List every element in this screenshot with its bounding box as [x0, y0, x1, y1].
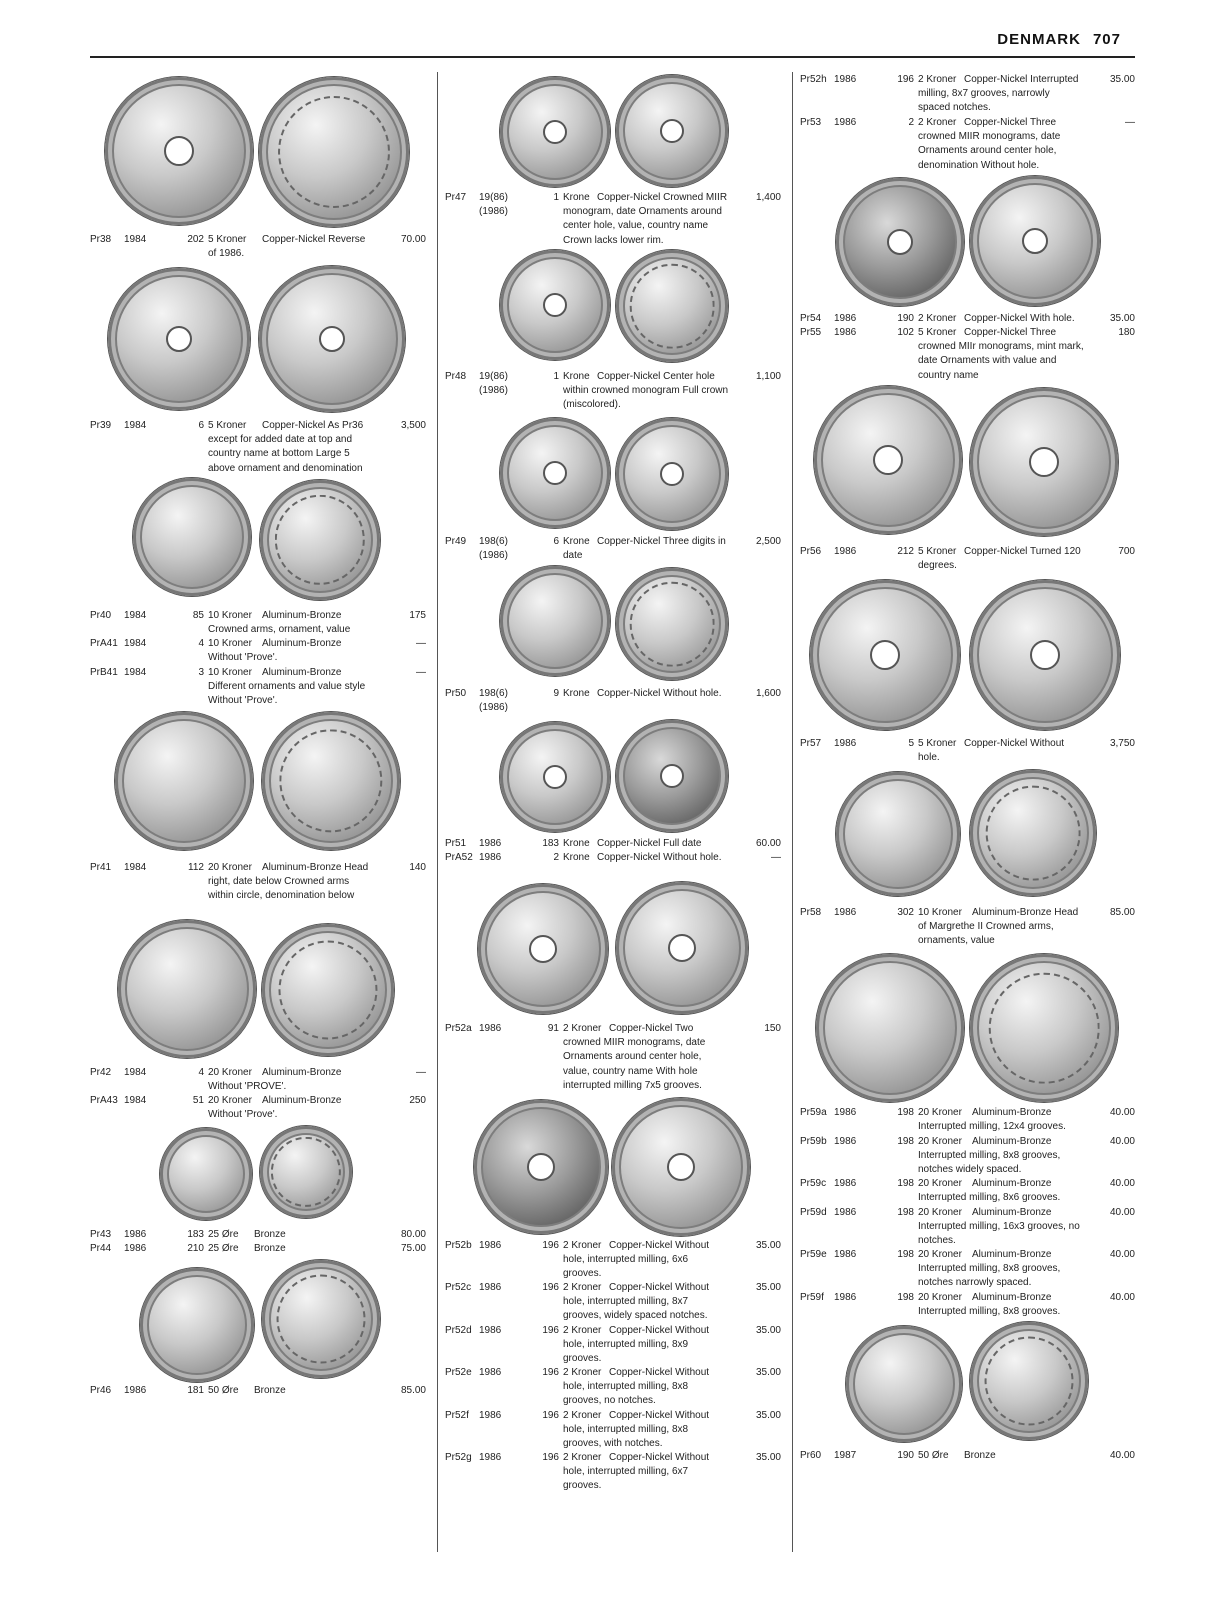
- entry-value: 40.00: [1109, 1136, 1135, 1147]
- header-rule: [90, 56, 1135, 58]
- entry-denomination: 2 Kroner: [918, 117, 957, 128]
- coin-reverse: [262, 924, 394, 1056]
- entry-description: Copper-Nickel Without hole, interrupted milling, 8x8 grooves, no notches.: [563, 1367, 710, 1407]
- entry-mintage: 196: [542, 1282, 559, 1293]
- entry-value: 140: [409, 862, 426, 873]
- entry-denomination: Krone: [563, 838, 590, 849]
- entry-value: —: [1125, 117, 1135, 128]
- entry-description: Copper-Nickel Interrupted milling, 8x7 grooves, narrowly spaced notches.: [918, 74, 1079, 114]
- entry-description: Aluminum-Bronze Interrupted milling, 8x8 grooves.: [918, 1292, 1061, 1318]
- entry-value: 250: [409, 1095, 426, 1106]
- entry-cat-number: Pr52e: [445, 1367, 472, 1378]
- entry-denomination: 20 Kroner: [918, 1207, 962, 1218]
- entry-mintage: 3: [198, 667, 204, 678]
- entry-mintage: 196: [542, 1410, 559, 1421]
- entry-mintage: 4: [198, 1067, 204, 1078]
- entry-cat-number: Pr41: [90, 862, 112, 873]
- entry-denomination: 10 Kroner: [208, 667, 252, 678]
- coin-reverse: [262, 712, 400, 850]
- entry-value: 150: [764, 1023, 781, 1034]
- entry-value: 40.00: [1109, 1107, 1135, 1118]
- entry-description: Copper-Nickel Reverse of 1986.: [208, 234, 366, 260]
- entry-denomination: 2 Kroner: [563, 1240, 602, 1251]
- entry-cat-number: Pr52h: [800, 74, 827, 85]
- coin-reverse: [970, 580, 1120, 730]
- entry-denomination: 5 Kroner: [208, 234, 247, 245]
- entry-mintage: 6: [553, 536, 559, 547]
- entry-value: 80.00: [400, 1229, 426, 1240]
- entry-mintage: 210: [187, 1243, 204, 1254]
- entry-value: 1,400: [755, 192, 781, 203]
- entry-value: —: [771, 852, 781, 863]
- entry-date: 1986: [479, 1452, 502, 1463]
- entry-cat-number: Pr38: [90, 234, 112, 245]
- entry-denomination: 20 Kroner: [208, 862, 252, 873]
- entry-value: 40.00: [1109, 1249, 1135, 1260]
- column-divider-1: [437, 72, 438, 1552]
- entry-cat-number: Pr55: [800, 327, 822, 338]
- column-divider-2: [792, 72, 793, 1552]
- entry-value: 35.00: [1109, 74, 1135, 85]
- entry-denomination: 20 Kroner: [208, 1067, 252, 1078]
- entry-date: 1987: [834, 1450, 857, 1461]
- entry-date: 1986: [834, 1207, 857, 1218]
- entry-mintage: 202: [187, 234, 204, 245]
- entry-cat-number: Pr58: [800, 907, 822, 918]
- entry-cat-number: Pr48: [445, 371, 467, 382]
- entry-mintage: 190: [897, 313, 914, 324]
- entry-date: 1986: [834, 1178, 857, 1189]
- entry-value: 75.00: [400, 1243, 426, 1254]
- entry-value: —: [416, 638, 426, 649]
- entry-description: Bronze: [254, 1385, 286, 1396]
- coin-reverse: [616, 568, 728, 680]
- entry-mintage: 198: [897, 1136, 914, 1147]
- entry-date: 1986: [834, 327, 857, 338]
- entry-denomination: 2 Kroner: [563, 1325, 602, 1336]
- entry-mintage: 9: [553, 688, 559, 699]
- entry-denomination: Krone: [563, 192, 590, 203]
- entry-cat-number: Pr47: [445, 192, 467, 203]
- entry-mintage: 102: [897, 327, 914, 338]
- entry-denomination: 5 Kroner: [918, 327, 957, 338]
- entry-description: Bronze: [964, 1450, 996, 1461]
- coin-reverse: [260, 480, 380, 600]
- entry-value: 40.00: [1109, 1292, 1135, 1303]
- coin-reverse: [262, 1260, 380, 1378]
- entry-value: 85.00: [1109, 907, 1135, 918]
- entry-date: 1986: [479, 852, 502, 863]
- entry-value: 60.00: [755, 838, 781, 849]
- coin-reverse: [616, 250, 728, 362]
- coin-reverse: [616, 418, 728, 530]
- entry-value: 35.00: [755, 1282, 781, 1293]
- entry-description: Aluminum-Bronze Different ornaments and value style Without 'Prove'.: [208, 667, 366, 707]
- entry-date: 1986: [834, 74, 857, 85]
- coin-reverse: [970, 954, 1118, 1102]
- entry-mintage: 1: [553, 192, 559, 203]
- entry-cat-number: Pr54: [800, 313, 822, 324]
- coin-obverse: [500, 566, 610, 676]
- coin-reverse: [259, 266, 405, 412]
- entry-description: Aluminum-Bronze Head right, date below Crowned arms within circle, denomination below: [208, 862, 369, 902]
- entry-cat-number: Pr52d: [445, 1325, 472, 1336]
- running-header: [985, 31, 1121, 48]
- entry-value: 700: [1118, 546, 1135, 557]
- entry-value: 1,100: [755, 371, 781, 382]
- entry-value: 40.00: [1109, 1207, 1135, 1218]
- entry-value: 35.00: [755, 1240, 781, 1251]
- entry-date: 1986: [834, 1249, 857, 1260]
- entry-description: Copper-Nickel As Pr36 except for added date at top and country name at bottom Large 5 above ornament and denomination: [208, 420, 364, 474]
- entry-date: 1986: [834, 1136, 857, 1147]
- entry-denomination: 10 Kroner: [208, 610, 252, 621]
- coin-obverse: [814, 386, 962, 534]
- coin-obverse: [836, 772, 960, 896]
- entry-mintage: 91: [547, 1023, 559, 1034]
- entry-description: Aluminum-Bronze Without 'Prove'.: [208, 638, 342, 664]
- entry-mintage: 6: [198, 420, 204, 431]
- coin-obverse: [108, 268, 250, 410]
- entry-description: Copper-Nickel Without hole.: [918, 738, 1065, 764]
- entry-cat-number: Pr43: [90, 1229, 112, 1240]
- entry-denomination: Krone: [563, 536, 590, 547]
- entry-denomination: 2 Kroner: [563, 1410, 602, 1421]
- entry-denomination: 20 Kroner: [208, 1095, 252, 1106]
- entry-date: 1984: [124, 610, 147, 621]
- entry-cat-number: Pr52a: [445, 1023, 472, 1034]
- entry-denomination: 10 Kroner: [208, 638, 252, 649]
- entry-cat-number: Pr52g: [445, 1452, 472, 1463]
- entry-mintage: 2: [908, 117, 914, 128]
- entry-cat-number: Pr59c: [800, 1178, 827, 1189]
- entry-description: Copper-Nickel Turned 120 degrees.: [918, 546, 1081, 572]
- entry-mintage: 196: [542, 1240, 559, 1251]
- coin-obverse: [500, 418, 610, 528]
- entry-date: 1986: [124, 1243, 147, 1254]
- coin-reverse: [259, 77, 409, 227]
- entry-description: Aluminum-Bronze Interrupted milling, 8x8 grooves, notches narrowly spaced.: [918, 1249, 1061, 1289]
- entry-description: Aluminum-Bronze Interrupted milling, 12x4 grooves.: [918, 1107, 1066, 1133]
- entry-cat-number: Pr50: [445, 688, 467, 699]
- entry-denomination: 2 Kroner: [563, 1452, 602, 1463]
- entry-date: 1984: [124, 667, 147, 678]
- entry-date: 1986: [124, 1385, 147, 1396]
- entry-description: Aluminum-Bronze Head of Margrethe II Crowned arms, ornaments, value: [918, 907, 1079, 947]
- entry-mintage: 2: [553, 852, 559, 863]
- entry-cat-number: Pr60: [800, 1450, 822, 1461]
- entry-date: 19(86) (1986): [479, 192, 508, 218]
- entry-value: 3,500: [400, 420, 426, 431]
- entry-date: 1984: [124, 862, 147, 873]
- entry-cat-number: PrA52: [445, 852, 473, 863]
- entry-mintage: 85: [192, 610, 204, 621]
- entry-mintage: 198: [897, 1207, 914, 1218]
- coin-obverse: [500, 77, 610, 187]
- entry-date: 19(86) (1986): [479, 371, 508, 397]
- entry-cat-number: PrA43: [90, 1095, 118, 1106]
- entry-denomination: Krone: [563, 688, 590, 699]
- entry-value: 180: [1118, 327, 1135, 338]
- entry-description: Bronze: [254, 1243, 286, 1254]
- entry-description: Aluminum-Bronze Without 'PROVE'.: [208, 1067, 342, 1093]
- entry-mintage: 196: [897, 74, 914, 85]
- entry-date: 1984: [124, 1095, 147, 1106]
- entry-cat-number: Pr56: [800, 546, 822, 557]
- entry-description: Copper-Nickel Without hole, interrupted milling, 8x7 grooves, widely spaced notches.: [563, 1282, 710, 1322]
- entry-mintage: 198: [897, 1292, 914, 1303]
- entry-cat-number: Pr42: [90, 1067, 112, 1078]
- entry-denomination: 2 Kroner: [918, 313, 957, 324]
- entry-mintage: 5: [908, 738, 914, 749]
- entry-description: Copper-Nickel With hole.: [964, 313, 1075, 324]
- entry-mintage: 183: [542, 838, 559, 849]
- entry-value: 35.00: [755, 1410, 781, 1421]
- entry-denomination: 5 Kroner: [918, 546, 957, 557]
- entry-mintage: 198: [897, 1249, 914, 1260]
- entry-mintage: 190: [897, 1450, 914, 1461]
- entry-cat-number: Pr59f: [800, 1292, 824, 1303]
- entry-date: 1986: [479, 1410, 502, 1421]
- coin-obverse: [133, 478, 251, 596]
- entry-cat-number: Pr52b: [445, 1240, 472, 1251]
- entry-mintage: 1: [553, 371, 559, 382]
- entry-denomination: 2 Kroner: [563, 1282, 602, 1293]
- entry-denomination: Krone: [563, 371, 590, 382]
- entry-mintage: 112: [188, 862, 204, 873]
- entry-date: 198(6) (1986): [479, 688, 508, 714]
- entry-denomination: 20 Kroner: [918, 1178, 962, 1189]
- entry-value: 70.00: [400, 234, 426, 245]
- entry-value: 2,500: [755, 536, 781, 547]
- coin-obverse: [846, 1326, 962, 1442]
- entry-value: 35.00: [755, 1452, 781, 1463]
- header-country: DENMARK: [997, 31, 1081, 48]
- entry-mintage: 212: [897, 546, 914, 557]
- entry-value: —: [416, 667, 426, 678]
- entry-date: 1986: [124, 1229, 147, 1240]
- coin-obverse: [115, 712, 253, 850]
- entry-description: Aluminum-Bronze Without 'Prove'.: [208, 1095, 342, 1121]
- entry-denomination: 10 Kroner: [918, 907, 962, 918]
- entry-denomination: 25 Øre: [208, 1243, 239, 1254]
- entry-description: Copper-Nickel Without hole, interrupted milling, 6x6 grooves.: [563, 1240, 710, 1280]
- coin-reverse: [612, 1098, 750, 1236]
- entry-cat-number: PrA41: [90, 638, 118, 649]
- entry-mintage: 196: [542, 1452, 559, 1463]
- entry-denomination: 2 Kroner: [563, 1367, 602, 1378]
- entry-date: 1986: [479, 1282, 502, 1293]
- entry-denomination: 2 Kroner: [563, 1023, 602, 1034]
- entry-description: Copper-Nickel Three crowned MIIr monograms, mint mark, date Ornaments with value and country name: [918, 327, 1084, 381]
- entry-value: 35.00: [1109, 313, 1135, 324]
- entry-mintage: 196: [542, 1367, 559, 1378]
- entry-denomination: 5 Kroner: [208, 420, 247, 431]
- entry-description: Copper-Nickel Crowned MIIR monogram, date Ornaments around center hole, value, country name Crown lacks lower rim.: [563, 192, 728, 246]
- coin-reverse: [260, 1126, 352, 1218]
- entry-denomination: 20 Kroner: [918, 1249, 962, 1260]
- entry-mintage: 198: [897, 1107, 914, 1118]
- entry-denomination: 25 Øre: [208, 1229, 239, 1240]
- entry-denomination: 2 Kroner: [918, 74, 957, 85]
- entry-cat-number: Pr59a: [800, 1107, 827, 1118]
- coin-reverse: [970, 176, 1100, 306]
- coin-reverse: [616, 882, 748, 1014]
- entry-value: 175: [409, 610, 426, 621]
- entry-date: 1986: [834, 738, 857, 749]
- entry-date: 1984: [124, 638, 147, 649]
- entry-mintage: 181: [187, 1385, 204, 1396]
- entry-cat-number: Pr49: [445, 536, 467, 547]
- entry-description: Copper-Nickel Without hole, interrupted milling, 8x9 grooves.: [563, 1325, 710, 1365]
- entry-date: 1984: [124, 420, 147, 431]
- coin-obverse: [160, 1128, 252, 1220]
- entry-cat-number: Pr59e: [800, 1249, 827, 1260]
- coin-obverse: [816, 954, 964, 1102]
- coin-reverse: [616, 75, 728, 187]
- entry-date: 1986: [479, 1023, 502, 1034]
- entry-date: 1984: [124, 1067, 147, 1078]
- entry-cat-number: Pr44: [90, 1243, 112, 1254]
- entry-description: Copper-Nickel Two crowned MIIR monograms, date Ornaments around center hole, value, country name With hole interrupted milling 7x5 grooves.: [563, 1023, 706, 1091]
- entry-description: Aluminum-Bronze Interrupted milling, 16x3 grooves, no notches.: [918, 1207, 1080, 1247]
- entry-denomination: 20 Kroner: [918, 1136, 962, 1147]
- entry-cat-number: Pr46: [90, 1385, 112, 1396]
- entry-date: 1986: [479, 1367, 502, 1378]
- entry-cat-number: Pr40: [90, 610, 112, 621]
- entry-description: Copper-Nickel Full date: [597, 838, 702, 849]
- coin-obverse: [500, 722, 610, 832]
- entry-description: Copper-Nickel Without hole, interrupted milling, 6x7 grooves.: [563, 1452, 710, 1492]
- entry-value: 1,600: [755, 688, 781, 699]
- entry-date: 1986: [834, 313, 857, 324]
- entry-denomination: Krone: [563, 852, 590, 863]
- entry-date: 1986: [479, 1240, 502, 1251]
- entry-denomination: 5 Kroner: [918, 738, 957, 749]
- coin-obverse: [105, 77, 253, 225]
- entry-description: Aluminum-Bronze Interrupted milling, 8x6 grooves.: [918, 1178, 1061, 1204]
- entry-cat-number: PrB41: [90, 667, 118, 678]
- entry-date: 1986: [834, 1292, 857, 1303]
- entry-description: Aluminum-Bronze Crowned arms, ornament, value: [208, 610, 351, 636]
- entry-cat-number: Pr52c: [445, 1282, 472, 1293]
- entry-description: Bronze: [254, 1229, 286, 1240]
- entry-date: 1986: [834, 1107, 857, 1118]
- entry-cat-number: Pr51: [445, 838, 467, 849]
- entry-description: Aluminum-Bronze Interrupted milling, 8x8 grooves, notches widely spaced.: [918, 1136, 1061, 1176]
- entry-cat-number: Pr59b: [800, 1136, 827, 1147]
- header-page-number: 707: [1092, 31, 1121, 48]
- entry-denomination: 20 Kroner: [918, 1107, 962, 1118]
- entry-date: 1986: [479, 1325, 502, 1336]
- entry-value: —: [416, 1067, 426, 1078]
- entry-mintage: 198: [897, 1178, 914, 1189]
- coin-obverse: [810, 580, 960, 730]
- entry-description: Copper-Nickel Three digits in date: [563, 536, 726, 562]
- entry-mintage: 196: [542, 1325, 559, 1336]
- entry-cat-number: Pr59d: [800, 1207, 827, 1218]
- entry-cat-number: Pr39: [90, 420, 112, 431]
- entry-description: Copper-Nickel Without hole, interrupted milling, 8x8 grooves, with notches.: [563, 1410, 710, 1450]
- entry-cat-number: Pr52f: [445, 1410, 469, 1421]
- entry-description: Copper-Nickel Without hole.: [597, 688, 722, 699]
- entry-mintage: 4: [198, 638, 204, 649]
- entry-cat-number: Pr57: [800, 738, 822, 749]
- coin-reverse: [970, 770, 1096, 896]
- coin-obverse: [500, 250, 610, 360]
- coin-obverse: [474, 1100, 608, 1234]
- entry-date: 1986: [834, 117, 857, 128]
- entry-value: 3,750: [1109, 738, 1135, 749]
- coin-obverse: [140, 1268, 254, 1382]
- entry-description: Copper-Nickel Three crowned MIIR monograms, date Ornaments around center hole, denomination Without hole.: [918, 117, 1061, 171]
- entry-value: 35.00: [755, 1325, 781, 1336]
- entry-denomination: 20 Kroner: [918, 1292, 962, 1303]
- entry-value: 40.00: [1109, 1450, 1135, 1461]
- entry-denomination: 50 Øre: [918, 1450, 949, 1461]
- entry-cat-number: Pr53: [800, 117, 822, 128]
- coin-reverse: [616, 720, 728, 832]
- entry-mintage: 183: [187, 1229, 204, 1240]
- entry-denomination: 50 Øre: [208, 1385, 239, 1396]
- entry-value: 85.00: [400, 1385, 426, 1396]
- entry-date: 1986: [479, 838, 502, 849]
- coin-obverse: [836, 178, 964, 306]
- coin-obverse: [118, 920, 256, 1058]
- entry-mintage: 302: [897, 907, 914, 918]
- entry-value: 40.00: [1109, 1178, 1135, 1189]
- entry-value: 35.00: [755, 1367, 781, 1378]
- entry-description: Copper-Nickel Without hole.: [597, 852, 722, 863]
- coin-obverse: [478, 884, 608, 1014]
- entry-date: 1986: [834, 907, 857, 918]
- entry-description: Copper-Nickel Center hole within crowned monogram Full crown (miscolored).: [563, 371, 729, 411]
- entry-mintage: 51: [192, 1095, 204, 1106]
- entry-date: 1986: [834, 546, 857, 557]
- entry-date: 198(6) (1986): [479, 536, 508, 562]
- entry-date: 1984: [124, 234, 147, 245]
- coin-reverse: [970, 1322, 1088, 1440]
- coin-reverse: [970, 388, 1118, 536]
